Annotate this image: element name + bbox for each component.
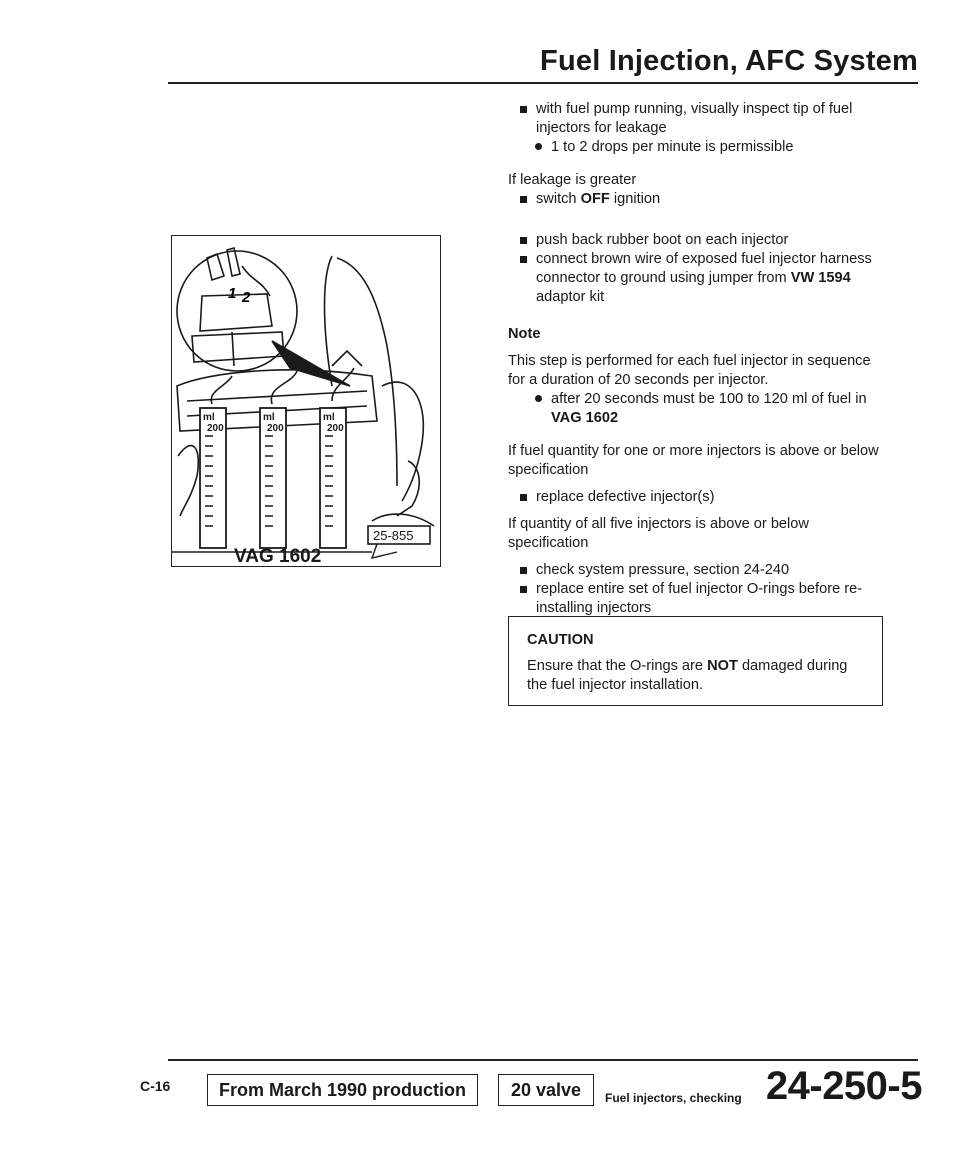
caution-box xyxy=(508,616,883,706)
tool-label: VAG 1602 xyxy=(234,546,322,566)
callout-number-2: 2 xyxy=(242,289,251,306)
caution-title: CAUTION xyxy=(527,632,594,648)
header-divider xyxy=(168,82,918,84)
step-replace-injector: replace defective injector(s) xyxy=(508,488,888,507)
note-quantity-spec: after 20 seconds must be 100 to 120 ml of fuel in VAG 1602 xyxy=(508,390,888,428)
page-number: 24-250-5 xyxy=(765,1064,922,1108)
figure-code: 25-855 xyxy=(373,528,414,543)
detail-magnifier xyxy=(177,251,297,371)
production-badge: From March 1990 production xyxy=(207,1074,478,1106)
syringe-unit-label: ml xyxy=(203,412,215,423)
syringe-unit-label: ml xyxy=(323,412,335,423)
leakage-tolerance: 1 to 2 drops per minute is permissible xyxy=(508,138,888,157)
note-heading: Note xyxy=(508,326,541,342)
step-connect-wire: connect brown wire of exposed fuel injector harness connector to ground using jumper from VW 1594 adaptor kit xyxy=(508,250,888,307)
syringe-scale-label: 200 xyxy=(267,423,284,434)
procedure-text xyxy=(508,100,888,618)
all-injectors-condition: If quantity of all five injectors is above or below specification xyxy=(508,516,809,551)
step-switch-off-ignition: switch OFF ignition xyxy=(508,190,888,209)
caution-text: Ensure that the O-rings are NOT damaged during the fuel injector installation. xyxy=(527,658,848,693)
footer-divider xyxy=(168,1059,918,1061)
footer-code: C-16 xyxy=(140,1078,171,1094)
quantity-condition: If fuel quantity for one or more injectors is above or below specification xyxy=(508,443,879,478)
syringe-scale-label: 200 xyxy=(207,423,224,434)
footer-description: Fuel injectors, checking xyxy=(605,1091,742,1105)
step-push-back-boot: push back rubber boot on each injector xyxy=(508,231,888,250)
step-inspect-leakage: with fuel pump running, visually inspect tip of fuel injectors for leakage xyxy=(508,100,888,138)
callout-number-1: 1 xyxy=(228,285,237,302)
leakage-condition: If leakage is greater xyxy=(508,172,637,188)
syringe-scale-label: 200 xyxy=(327,423,344,434)
step-check-pressure: check system pressure, section 24-240 xyxy=(508,561,888,580)
syringe-unit-label: ml xyxy=(263,412,275,423)
injector-test-illustration xyxy=(171,235,441,567)
note-text: This step is performed for each fuel injector in sequence for a duration of 20 seconds per injector. xyxy=(508,353,871,388)
valve-badge: 20 valve xyxy=(498,1074,594,1106)
step-replace-o-rings: replace entire set of fuel injector O-rings before re-installing injectors xyxy=(508,580,888,618)
page-title: Fuel Injection, AFC System xyxy=(540,45,918,77)
